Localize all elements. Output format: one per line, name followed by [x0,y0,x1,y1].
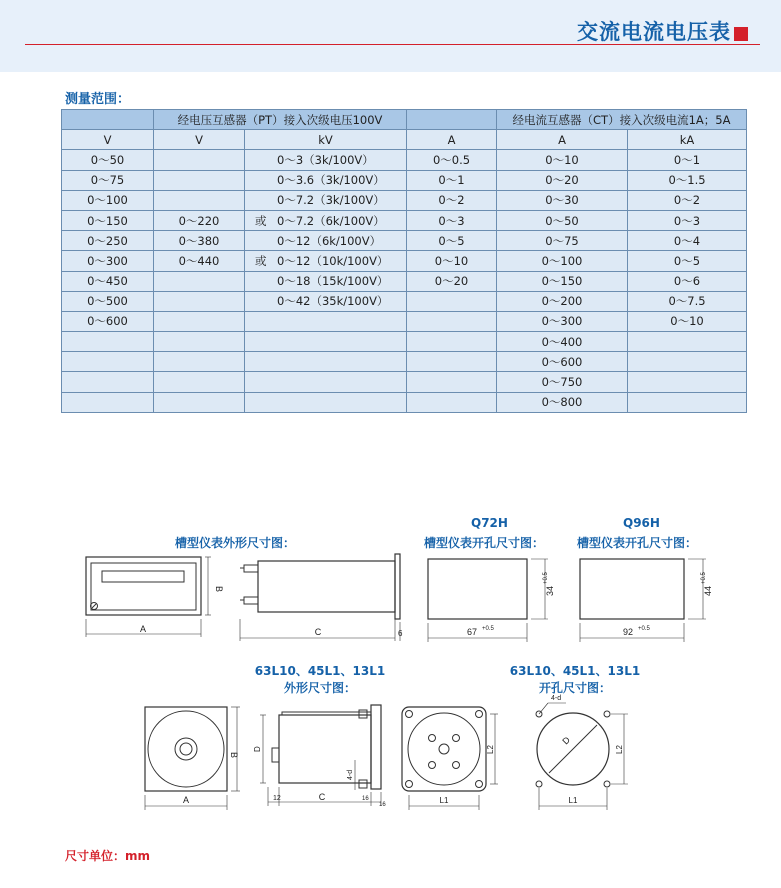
table-cell [407,392,497,412]
dim-a2: A [182,795,190,805]
table-cell [245,392,407,412]
table-cell: 0～75 [62,170,154,190]
table-row [62,271,747,291]
dim-l2: L2 [486,745,495,754]
table-cell: 0～1 [407,170,497,190]
table-cell [62,352,154,372]
table-row [62,231,747,251]
round-cutout-view [536,703,628,810]
dim-d: D [253,746,262,752]
pt-range-value: 0～42（35k/100V） [277,294,389,309]
table-cell: 0～1.5 [628,170,747,190]
table-cell: 0～600 [497,352,628,372]
page-header [0,0,781,72]
table-cell [245,210,407,230]
header-empty-cell [407,110,497,130]
table-cell: 0～10 [497,150,628,170]
q96-model: Q96H [623,516,660,530]
table-cell: 0～100 [497,251,628,271]
table-cell: 0～600 [62,311,154,331]
table-row [62,150,747,170]
pt-range-value: 0～7.2（3k/100V） [277,193,385,208]
pt-range-value: 0～18（15k/100V） [277,274,389,289]
dim-16a: 16 [362,796,369,802]
table-cell [62,332,154,352]
unit-cell: A [407,130,497,150]
table-row [62,210,747,230]
table-cell [407,332,497,352]
table-cell [154,372,245,392]
q72-model: Q72H [471,516,508,530]
unit-cell: kV [245,130,407,150]
table-cell: 0～50 [62,150,154,170]
section-title: 测量范围： [65,92,131,107]
table-cell [245,170,407,190]
table-cell [407,352,497,372]
dim-q96-w-tol: +0.5 [638,626,650,632]
header-empty-cell [62,110,154,130]
table-cell [628,332,747,352]
dim-q96-h: 44 [703,585,713,596]
table-cell: 0～5 [407,231,497,251]
dim-4d: 4-d [347,769,354,780]
round-meter-front-view [145,707,240,810]
table-cell: 0～10 [407,251,497,271]
table-cell: 0～220 [154,210,245,230]
table-cell: 0～30 [497,190,628,210]
table-cell: 0～0.5 [407,150,497,170]
table-cell: 0～150 [62,210,154,230]
table-row [62,372,747,392]
dim-12: 12 [273,795,281,802]
table-cell: 0～20 [407,271,497,291]
round-cutout-title: 开孔尺寸图： [538,681,611,695]
table-cell [245,372,407,392]
table-row [62,332,747,352]
table-cell: 0～750 [497,372,628,392]
table-cell: 0～75 [497,231,628,251]
table-cell [154,291,245,311]
table-cell [245,311,407,331]
table-row [62,190,747,210]
page-title: 交流电流电压表 [577,20,731,44]
groove-meter-front-view [86,557,211,637]
table-cell [628,392,747,412]
table-cell: 0～250 [62,231,154,251]
table-cell [154,392,245,412]
dim-c: C [314,627,322,637]
table-cell: 0～400 [497,332,628,352]
measurement-range-table [61,109,747,413]
table-row [62,311,747,331]
pt-group-header: 经电压互感器（PT）接入次级电压100V [154,110,407,130]
dim-b: B [214,585,224,593]
dim-q96-h-tol: +0.5 [701,572,707,584]
table-cell [62,392,154,412]
table-cell: 0～100 [62,190,154,210]
table-unit-row [62,130,747,150]
table-cell: 0～20 [497,170,628,190]
table-cell [62,372,154,392]
table-cell [245,251,407,271]
round-meter-rear-view [402,707,498,810]
dim-q96-w: 92 [622,627,634,637]
table-cell [407,311,497,331]
table-cell: 0～800 [497,392,628,412]
dim-6: 6 [398,629,403,638]
table-cell [245,352,407,372]
table-cell: 0～150 [497,271,628,291]
dim-b2: B [229,752,239,759]
or-label: 或 [255,253,267,268]
table-cell: 0～1 [628,150,747,170]
table-cell: 0～440 [154,251,245,271]
table-cell [628,352,747,372]
dim-4d-2: 4-d [551,695,562,702]
unit-cell: kA [628,130,747,150]
unit-cell: V [154,130,245,150]
round-outline-title: 外形尺寸图： [283,681,356,695]
table-cell [154,332,245,352]
table-cell: 0～10 [628,311,747,331]
table-cell: 0～6 [628,271,747,291]
table-cell [154,170,245,190]
dim-a: A [139,624,147,634]
unit-note: 尺寸单位：mm [65,849,151,863]
ct-group-header: 经电流互感器（CT）接入次级电流1A；5A [497,110,747,130]
pt-range-value: 0～3.6（3k/100V） [277,173,385,188]
table-cell [154,150,245,170]
pt-range-value: 0～3（3k/100V） [277,152,374,167]
table-row [62,251,747,271]
q96-cutout-title: 槽型仪表开孔尺寸图： [577,536,698,550]
round-outline-model: 63L10、45L1、13L1 [254,664,386,678]
unit-cell: A [497,130,628,150]
unit-cell: V [62,130,154,150]
dim-l1b: L1 [568,796,578,805]
table-cell [154,190,245,210]
table-cell [245,231,407,251]
dim-16b: 16 [379,802,386,808]
table-cell: 0～3 [628,210,747,230]
dim-d2: D [560,734,573,747]
table-cell: 0～4 [628,231,747,251]
table-cell: 0～7.5 [628,291,747,311]
table-group-header-row [62,110,747,130]
table-row [62,170,747,190]
table-cell: 0～2 [407,190,497,210]
round-cutout-model: 63L10、45L1、13L1 [509,664,641,678]
table-cell: 0～500 [62,291,154,311]
dim-q72-h-tol: +0.5 [543,572,549,584]
or-label: 或 [255,213,267,228]
pt-range-value: 0～12（10k/100V） [277,253,389,268]
dim-q72-w-tol: +0.5 [482,626,494,632]
table-cell: 0～380 [154,231,245,251]
table-cell [154,271,245,291]
table-row [62,392,747,412]
table-cell [245,271,407,291]
dim-l1: L1 [439,796,449,805]
table-cell [245,150,407,170]
table-cell: 0～5 [628,251,747,271]
dimension-drawings [0,540,781,820]
table-cell [245,291,407,311]
table-row [62,291,747,311]
groove-outline-title: 槽型仪表外形尺寸图： [175,536,296,550]
table-cell: 0～300 [497,311,628,331]
table-cell [245,190,407,210]
table-cell: 0～50 [497,210,628,230]
table-row [62,352,747,372]
dim-q72-h: 34 [545,585,555,596]
table-cell [154,352,245,372]
table-cell [628,372,747,392]
dim-l2b: L2 [615,745,624,754]
table-cell: 0～450 [62,271,154,291]
pt-range-value: 0～7.2（6k/100V） [277,213,385,228]
table-cell [407,372,497,392]
table-cell: 0～3 [407,210,497,230]
dim-c2: C [318,792,326,802]
table-cell [154,311,245,331]
table-cell: 0～300 [62,251,154,271]
table-cell: 0～200 [497,291,628,311]
table-cell [407,291,497,311]
dim-q72-w: 67 [466,627,478,637]
title-square-marker [734,27,748,41]
pt-range-value: 0～12（6k/100V） [277,233,382,248]
q72-cutout-title: 槽型仪表开孔尺寸图： [424,536,545,550]
table-cell: 0～2 [628,190,747,210]
round-meter-side-view [260,705,381,806]
table-cell [245,332,407,352]
